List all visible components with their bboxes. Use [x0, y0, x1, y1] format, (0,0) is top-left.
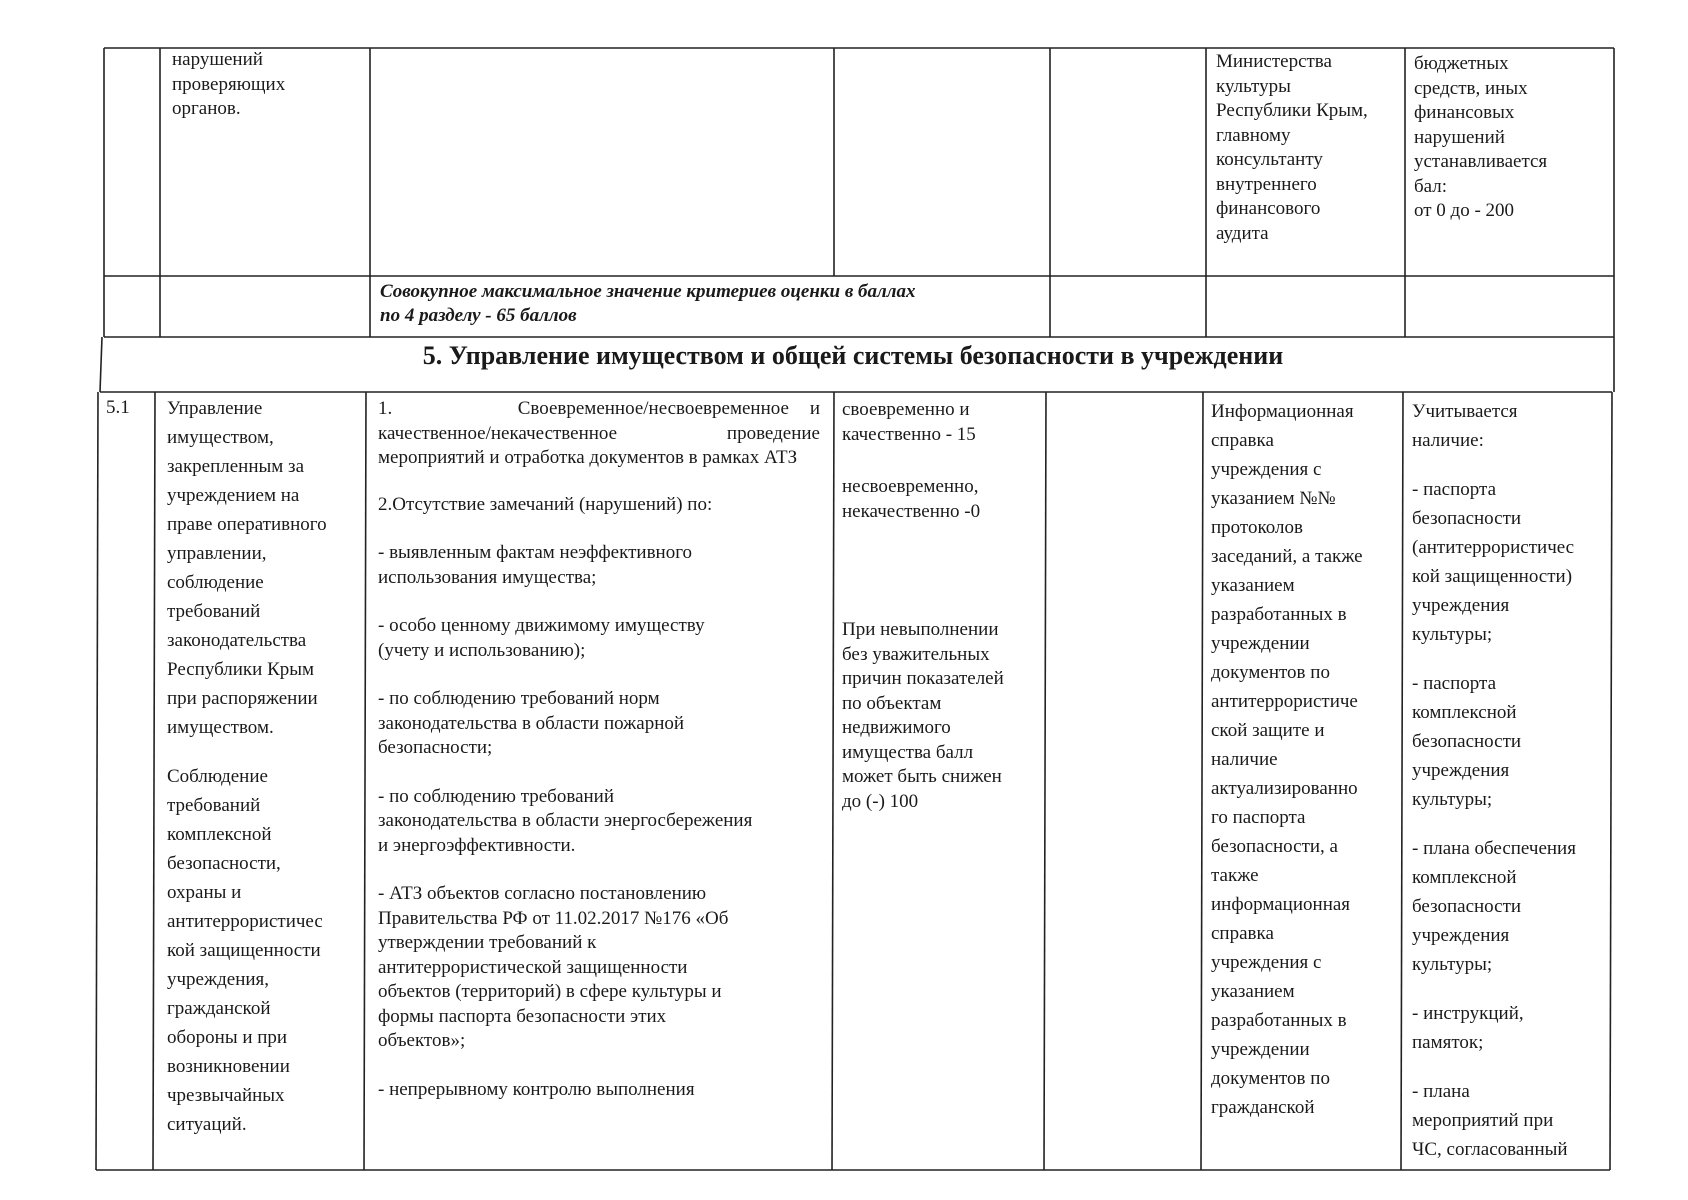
- text-line: главному: [1216, 124, 1291, 146]
- section-heading: 5. Управление имуществом и общей системы безопасности в учреждении: [422, 341, 1284, 370]
- text-line: культуры;: [1412, 624, 1493, 645]
- row-top-col6: [1216, 50, 1402, 246]
- text-line: и энергоэффективности.: [378, 834, 576, 856]
- row-5-1-col3: [378, 397, 820, 1102]
- text-line: возникновении: [167, 1056, 290, 1077]
- text-line: обороны и при: [167, 1027, 288, 1048]
- criterion-2: 2.Отсутствие замечаний (нарушений) по:: [378, 493, 713, 515]
- text-line: ситуаций.: [167, 1114, 247, 1135]
- text-line: комплексной: [1412, 702, 1517, 723]
- text-line: документов по: [1211, 1068, 1330, 1089]
- text-line: по объектам: [842, 692, 942, 714]
- text-line: законодательства в области энергосбережения: [378, 810, 753, 831]
- text-line: учреждения,: [167, 969, 270, 990]
- text-line: без уважительных: [842, 643, 990, 665]
- text-line: (антитеррористичес: [1412, 537, 1575, 558]
- text-line: безопасности: [1412, 896, 1522, 917]
- text-line: справка: [1211, 430, 1274, 451]
- text-line: - паспорта: [1412, 479, 1496, 500]
- text-line: гражданской: [167, 998, 271, 1019]
- text-line: безопасности, а: [1211, 836, 1338, 857]
- text-line: качественно - 15: [842, 423, 976, 445]
- text-line: учреждения: [1412, 595, 1510, 616]
- text-line: культуры;: [1412, 954, 1493, 975]
- text-line: - плана: [1412, 1081, 1470, 1102]
- text-line: информационная: [1211, 894, 1351, 915]
- text-line: учреждения с: [1211, 952, 1322, 973]
- text-line: учреждении: [1211, 633, 1310, 654]
- text-line: также: [1211, 865, 1259, 886]
- text-line: охраны и: [167, 882, 242, 903]
- text-line: гражданской: [1211, 1097, 1315, 1118]
- text-line: комплексной: [167, 824, 272, 845]
- text-line: до (-) 100: [842, 790, 919, 812]
- total-row: [380, 280, 1060, 328]
- text-line: имущества балл: [842, 741, 974, 763]
- text-line: формы паспорта безопасности этих: [378, 1005, 667, 1027]
- text-line: разработанных в: [1211, 604, 1347, 625]
- row-number: 5.1: [106, 397, 130, 418]
- row-5-1-col6: [1211, 397, 1401, 1122]
- text-line: бюджетных: [1414, 53, 1509, 74]
- text-line: при распоряжении: [167, 688, 318, 709]
- text-line: го паспорта: [1211, 807, 1306, 828]
- text-line: ЧС, согласованный: [1412, 1139, 1568, 1160]
- text-line: безопасности,: [167, 853, 281, 874]
- text-line: - паспорта: [1412, 673, 1496, 694]
- text-line: ской защите и: [1211, 720, 1325, 741]
- text-line: Министерства: [1216, 51, 1332, 72]
- text-line: учреждения: [1412, 760, 1510, 781]
- text-line: может быть снижен: [842, 766, 1002, 787]
- total-line: по 4 разделу - 65 баллов: [380, 305, 577, 326]
- text-line: имуществом.: [167, 717, 274, 738]
- text-line: - по соблюдению требований: [378, 785, 615, 807]
- text-line: объектов»;: [378, 1030, 466, 1051]
- text-line: заседаний, а также: [1211, 546, 1363, 567]
- text-line: - инструкций,: [1412, 1003, 1524, 1024]
- row-5-1-col2: [167, 394, 363, 1139]
- row-top-col2: [172, 48, 362, 122]
- text-line: разработанных в: [1211, 1010, 1347, 1031]
- text-line: - выявленным фактам неэффективного: [378, 542, 693, 563]
- text-line: чрезвычайных: [167, 1085, 285, 1106]
- criterion-1: 1. Своевременное/несвоевременное и качественное/некачественное проведение мероприятий и отработка документов в рамках АТЗ: [378, 398, 820, 468]
- text-line: учреждении: [1211, 1039, 1310, 1060]
- text-line: - АТЗ объектов согласно постановлению: [378, 883, 707, 904]
- text-line: - особо ценному движимому имуществу: [378, 615, 705, 636]
- text-line: нарушений: [172, 49, 263, 70]
- text-line: финансового: [1216, 198, 1321, 219]
- text-line: Соблюдение: [167, 766, 268, 787]
- row-5-1-col7: [1412, 397, 1610, 1164]
- text-line: управлении,: [167, 543, 267, 564]
- text-line: мероприятий при: [1412, 1110, 1554, 1131]
- row-top-col7: [1414, 52, 1610, 224]
- text-line: недвижимого: [842, 717, 951, 738]
- text-line: культуры: [1216, 75, 1291, 97]
- text-line: указанием: [1211, 575, 1295, 596]
- text-line: Республики Крым: [167, 659, 315, 680]
- text-line: средств, иных: [1414, 77, 1528, 99]
- text-line: финансовых: [1414, 102, 1515, 123]
- text-line: протоколов: [1211, 517, 1303, 538]
- text-line: органов.: [172, 98, 241, 119]
- text-line: Правительства РФ от 11.02.2017 №176 «Об: [378, 907, 729, 929]
- text-line: своевременно и: [842, 399, 970, 420]
- text-line: праве оперативного: [167, 514, 327, 535]
- text-line: использования имущества;: [378, 566, 597, 588]
- text-line: имуществом,: [167, 427, 274, 448]
- text-line: - по соблюдению требований норм: [378, 688, 660, 709]
- text-line: учреждением на: [167, 485, 300, 506]
- text-line: наличие: [1211, 749, 1278, 770]
- text-line: культуры;: [1412, 789, 1493, 810]
- text-line: комплексной: [1412, 867, 1517, 888]
- text-line: Учитывается: [1412, 401, 1518, 422]
- text-line: кой защищенности): [1412, 566, 1573, 587]
- text-line: При невыполнении: [842, 619, 999, 640]
- total-line: Совокупное максимальное значение критериев оценки в баллах: [380, 281, 916, 302]
- text-line: устанавливается: [1414, 151, 1548, 172]
- text-line: причин показателей: [842, 668, 1004, 689]
- text-line: объектов (территорий) в сфере культуры и: [378, 981, 722, 1002]
- text-line: антитеррористиче: [1211, 691, 1358, 712]
- text-line: нарушений: [1414, 126, 1505, 148]
- text-line: справка: [1211, 923, 1274, 944]
- text-line: аудита: [1216, 222, 1269, 244]
- text-line: проверяющих: [172, 73, 286, 95]
- text-line: несвоевременно,: [842, 476, 979, 497]
- text-line: требований: [167, 795, 261, 816]
- text-line: безопасности: [1412, 508, 1522, 529]
- text-line: закрепленным за: [167, 456, 304, 477]
- row-5-1-col4: [842, 398, 1042, 814]
- text-line: некачественно -0: [842, 500, 981, 522]
- text-line: кой защищенности: [167, 940, 321, 961]
- text-line: от 0 до - 200: [1414, 200, 1515, 221]
- text-line: внутреннего: [1216, 173, 1317, 195]
- text-line: безопасности;: [378, 737, 493, 758]
- text-line: Управление: [167, 398, 263, 419]
- text-line: указанием №№: [1211, 488, 1336, 509]
- text-line: (учету и использованию);: [378, 639, 586, 661]
- text-line: документов по: [1211, 662, 1330, 683]
- text-line: утверждении требований к: [378, 932, 597, 953]
- text-line: консультанту: [1216, 149, 1323, 170]
- text-line: законодательства в области пожарной: [378, 712, 685, 734]
- text-line: памяток;: [1412, 1032, 1484, 1053]
- text-line: антитеррористической защищенности: [378, 956, 688, 978]
- text-line: актуализированно: [1211, 778, 1358, 799]
- text-line: бал:: [1414, 175, 1448, 197]
- text-line: учреждения: [1412, 925, 1510, 946]
- text-line: требований: [167, 601, 261, 622]
- text-line: - плана обеспечения: [1412, 838, 1576, 859]
- text-line: - непрерывному контролю выполнения: [378, 1078, 695, 1100]
- text-line: наличие:: [1412, 430, 1484, 451]
- text-line: соблюдение: [167, 572, 264, 593]
- text-line: Республики Крым,: [1216, 100, 1368, 121]
- text-line: Информационная: [1211, 401, 1354, 422]
- text-line: антитеррористичес: [167, 911, 323, 932]
- text-line: безопасности: [1412, 731, 1522, 752]
- text-line: учреждения с: [1211, 459, 1322, 480]
- text-line: указанием: [1211, 981, 1295, 1002]
- text-line: законодательства: [167, 630, 307, 651]
